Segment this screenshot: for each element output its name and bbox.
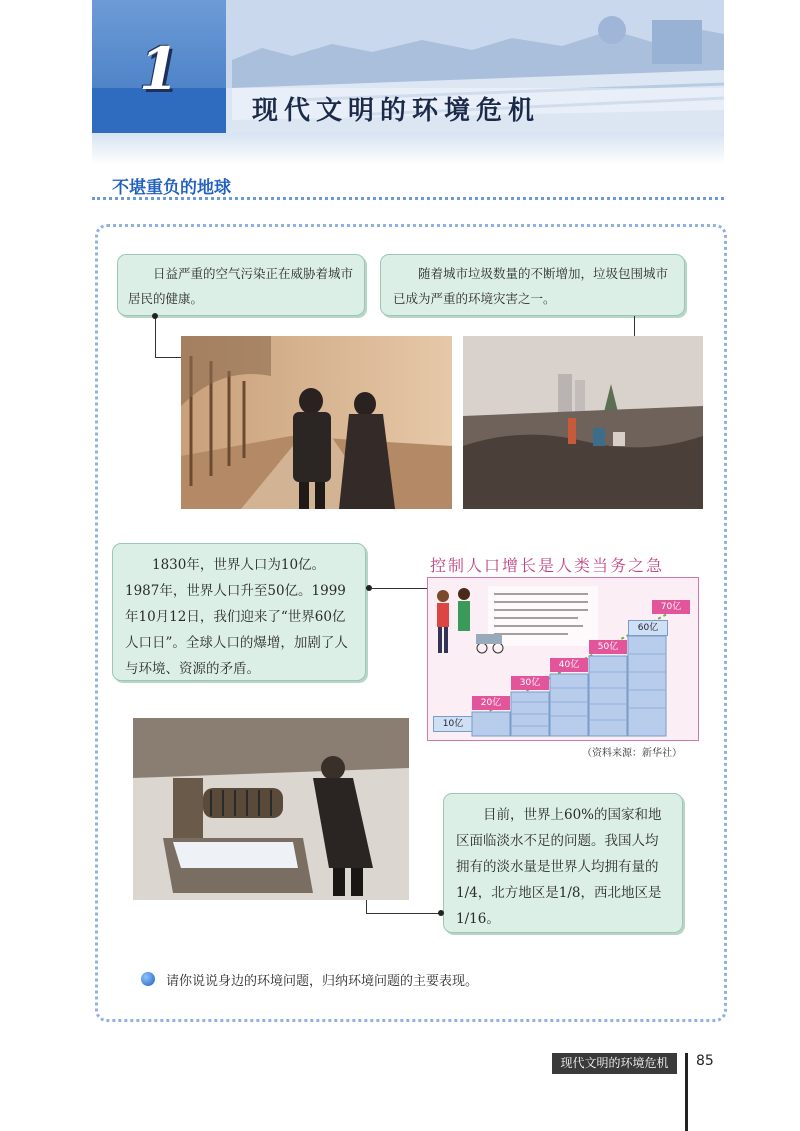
page-number: 85 <box>696 1053 714 1069</box>
connector-line <box>634 316 635 336</box>
chapter-title: 现代文明的环境危机 <box>252 96 541 126</box>
footer-rule <box>685 1053 688 1131</box>
connector-dot <box>366 585 372 591</box>
callout-water <box>443 793 683 933</box>
question-bullet-icon <box>141 972 155 986</box>
connector-line <box>366 913 443 914</box>
poster-step: 30亿 <box>511 676 549 690</box>
poster-step: 40亿 <box>550 658 588 672</box>
callout-water-text: 目前，世界上60%的国家和地区面临淡水不足的问题。我国人均拥有的淡水量是世界人均拥有量的1/4，北方地区是1/8，西北地区是1/16。 <box>456 807 662 927</box>
section-divider <box>92 197 724 200</box>
section-title: 不堪重负的地球 <box>112 178 231 198</box>
chapter-number: 1 <box>138 35 180 103</box>
photo-water-well <box>133 718 409 900</box>
poster-step: 50亿 <box>589 640 627 654</box>
callout-garbage-text: 随着城市垃圾数量的不断增加，垃圾包围城市已成为严重的环境灾害之一。 <box>393 266 669 306</box>
poster-step: 10亿 <box>433 716 473 732</box>
connector-line <box>366 588 428 589</box>
callout-garbage <box>380 254 685 316</box>
photo-garbage-dump <box>463 336 703 509</box>
callout-population <box>112 543 366 681</box>
connector-line <box>155 316 156 358</box>
header-fade <box>92 133 724 165</box>
connector-line <box>155 357 182 358</box>
poster-title: 控制人口增长是人类当务之急 <box>430 556 665 575</box>
poster-step: 60亿 <box>628 620 668 636</box>
callout-air-pollution <box>117 254 365 316</box>
poster-step: 70亿 <box>652 600 690 614</box>
callout-air-text: 日益严重的空气污染正在威胁着城市居民的健康。 <box>128 266 354 306</box>
poster-stairs <box>428 578 698 740</box>
callout-population-text: 1830年，世界人口为10亿。1987年，世界人口升至50亿。1999年10月12日，我们迎来了“世界60亿人口日”。全球人口的爆增，加剧了人与环境、资源的矛盾。 <box>125 557 348 677</box>
question-text: 请你说说身边的环境问题，归纳环境问题的主要表现。 <box>166 974 479 989</box>
connector-line <box>366 900 367 914</box>
footer-chapter-label: 现代文明的环境危机 <box>552 1053 677 1074</box>
connector-dot <box>152 313 158 319</box>
population-poster <box>427 577 699 741</box>
poster-source: （资料来源：新华社） <box>582 748 682 759</box>
connector-dot <box>438 910 444 916</box>
poster-step: 20亿 <box>472 696 510 710</box>
photo-smog-street <box>181 336 452 509</box>
